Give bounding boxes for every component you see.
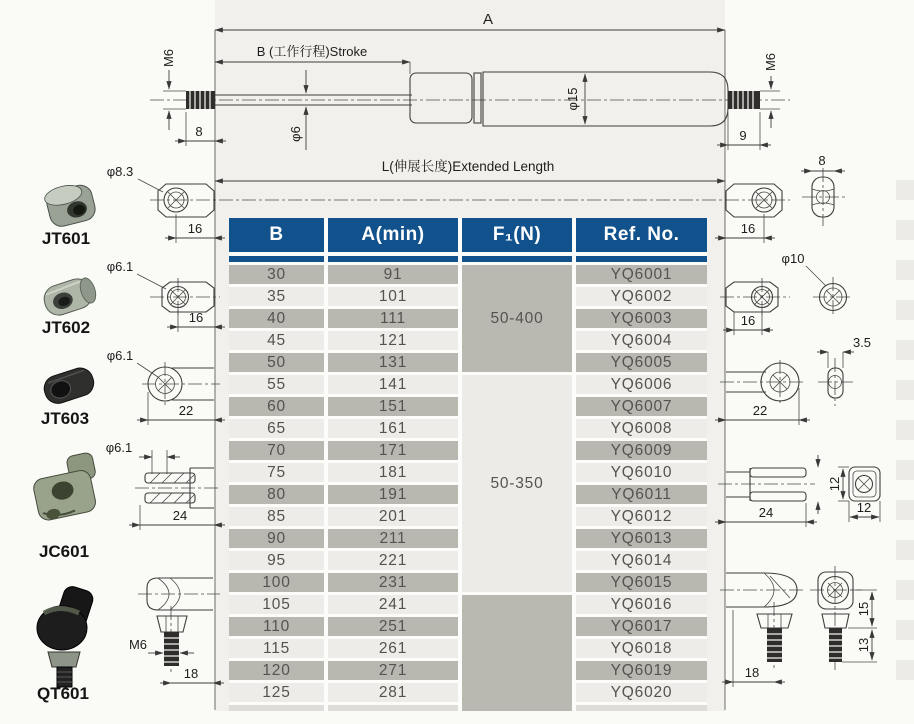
cell-b-105: 105: [229, 595, 324, 614]
spec-table: [229, 218, 707, 711]
cell-partial: [576, 705, 707, 711]
qt601-width-dim-right: 18: [744, 665, 760, 680]
qt601-right-side: [810, 566, 862, 670]
jt603-side-dim: 3.5: [852, 335, 872, 350]
jt602-diameter: φ6.1: [106, 259, 134, 274]
cell-ref-105: YQ6016: [576, 595, 707, 614]
jt602-right-views: [720, 251, 853, 335]
cell-b-40: 40: [229, 309, 324, 328]
jc601-side-height-dim: 12: [827, 476, 842, 492]
cell-amin-75: 181: [328, 463, 458, 482]
header-a-min: A(min): [328, 218, 458, 252]
right-thread-label: M6: [763, 52, 778, 72]
cell-ref-55: YQ6006: [576, 375, 707, 394]
jt603-row: [41, 348, 225, 428]
jt602-width-dim-right: 16: [740, 313, 756, 328]
right-thread-stud: [728, 91, 760, 109]
qt601-photo: [37, 584, 95, 687]
force-range-group-1: 50-400: [462, 265, 572, 372]
cell-ref-65: YQ6008: [576, 419, 707, 438]
jt603-label: JT603: [40, 409, 90, 428]
jt602-side-diameter: φ10: [781, 251, 805, 266]
extended-length-label: L(伸展长度)Extended Length: [381, 159, 555, 174]
header-ref-no: Ref. No.: [576, 218, 707, 252]
cell-b-85: 85: [229, 507, 324, 526]
cell-amin-115: 261: [328, 639, 458, 658]
cell-ref-60: YQ6007: [576, 397, 707, 416]
jc601-right-views: [715, 455, 880, 527]
cell-b-30: 30: [229, 265, 324, 284]
jc601-width-dim: 24: [172, 508, 188, 523]
strip-segment: [576, 256, 707, 262]
cell-amin-40: 111: [328, 309, 458, 328]
cell-ref-50: YQ6005: [576, 353, 707, 372]
cell-b-115: 115: [229, 639, 324, 658]
cell-ref-90: YQ6013: [576, 529, 707, 548]
cell-amin-90: 211: [328, 529, 458, 548]
jt603-photo: [41, 365, 97, 407]
left-thread-length: 8: [195, 124, 203, 139]
jc601-label: JC601: [38, 542, 90, 561]
jt601-width-dim-right: 16: [740, 221, 756, 236]
cell-amin-50: 131: [328, 353, 458, 372]
cell-ref-75: YQ6010: [576, 463, 707, 482]
cell-ref-125: YQ6020: [576, 683, 707, 702]
header-underline-strip: [229, 256, 707, 262]
cell-b-45: 45: [229, 331, 324, 350]
cell-ref-35: YQ6002: [576, 287, 707, 306]
jc601-width-dim-right: 24: [758, 505, 774, 520]
jc601-row: [29, 440, 225, 561]
right-thread-length: 9: [739, 128, 747, 143]
strip-segment: [328, 256, 458, 262]
cell-ref-115: YQ6018: [576, 639, 707, 658]
cell-b-50: 50: [229, 353, 324, 372]
qt601-right-views: [720, 566, 877, 687]
jt601-label: JT601: [41, 229, 91, 248]
jt603-right-views: [715, 335, 871, 425]
qt601-row: [37, 578, 224, 703]
force-range-group-2: 50-350: [462, 375, 572, 592]
cell-ref-40: YQ6003: [576, 309, 707, 328]
cell-b-100: 100: [229, 573, 324, 592]
cell-b-80: 80: [229, 485, 324, 504]
cell-amin-45: 121: [328, 331, 458, 350]
left-thread-label: M6: [161, 48, 176, 68]
cell-b-95: 95: [229, 551, 324, 570]
spec-table-body: [229, 265, 707, 711]
cell-amin-120: 271: [328, 661, 458, 680]
jt602-row: [41, 259, 225, 337]
cell-b-65: 65: [229, 419, 324, 438]
jt603-width-dim-right: 22: [752, 403, 768, 418]
cell-amin-60: 151: [328, 397, 458, 416]
cell-b-120: 120: [229, 661, 324, 680]
cell-b-35: 35: [229, 287, 324, 306]
rod-diameter-label: φ6: [288, 126, 303, 142]
jt603-right-drawing: [720, 360, 806, 406]
cell-b-70: 70: [229, 441, 324, 460]
cell-ref-80: YQ6011: [576, 485, 707, 504]
cell-amin-70: 171: [328, 441, 458, 460]
qt601-drawing: [138, 578, 220, 672]
jc601-side-width-dim: 12: [856, 500, 872, 515]
cell-ref-85: YQ6012: [576, 507, 707, 526]
jc601-drawing: [135, 468, 220, 508]
cell-amin-35: 101: [328, 287, 458, 306]
cell-ref-120: YQ6019: [576, 661, 707, 680]
jc601-photo: [29, 452, 104, 522]
cell-amin-105: 241: [328, 595, 458, 614]
cell-b-55: 55: [229, 375, 324, 394]
cell-b-110: 110: [229, 617, 324, 636]
cell-b-125: 125: [229, 683, 324, 702]
cell-ref-45: YQ6004: [576, 331, 707, 350]
force-range-group-3: [462, 595, 572, 711]
qt601-side-lower-dim: 13: [856, 637, 871, 653]
cell-amin-55: 141: [328, 375, 458, 394]
cell-amin-85: 201: [328, 507, 458, 526]
strip-segment: [462, 256, 572, 262]
cell-b-75: 75: [229, 463, 324, 482]
cell-ref-95: YQ6014: [576, 551, 707, 570]
cell-ref-110: YQ6017: [576, 617, 707, 636]
qt601-label: QT601: [37, 684, 89, 703]
cell-amin-30: 91: [328, 265, 458, 284]
eyelet-side-view: [802, 168, 845, 226]
spec-table-header: [229, 218, 707, 252]
jt602-right-drawing: [720, 278, 790, 318]
left-thread-stud: [186, 91, 215, 109]
jt601-photo: [43, 180, 98, 229]
cell-ref-70: YQ6009: [576, 441, 707, 460]
cell-b-60: 60: [229, 397, 324, 416]
jt602-end-view: [813, 277, 853, 317]
jt602-drawing: [150, 278, 220, 318]
qt601-width-dim: 18: [183, 666, 199, 681]
cell-amin-95: 221: [328, 551, 458, 570]
cell-amin-65: 161: [328, 419, 458, 438]
cell-amin-125: 281: [328, 683, 458, 702]
jt603-drawing: [142, 362, 220, 408]
jt603-side-view: [818, 358, 853, 406]
jc601-end-view: [849, 467, 880, 501]
qt601-thread-label: M6: [128, 637, 148, 652]
jt602-width-dim: 16: [188, 310, 204, 325]
header-f1: F₁(N): [462, 218, 572, 252]
cell-amin-80: 191: [328, 485, 458, 504]
cell-amin-110: 251: [328, 617, 458, 636]
jt603-diameter: φ6.1: [106, 348, 134, 363]
cell-ref-100: YQ6015: [576, 573, 707, 592]
jt601-eye-diameter: φ8.3: [106, 164, 134, 179]
right-eyelet-drawing: [726, 184, 782, 217]
dim-b-label: B (工作行程)Stroke: [256, 44, 368, 59]
jt603-width-dim: 22: [178, 403, 194, 418]
dim-a-label: A: [482, 11, 494, 28]
cell-amin-100: 231: [328, 573, 458, 592]
jt602-label: JT602: [41, 318, 91, 337]
header-b: B: [229, 218, 324, 252]
jt602-photo: [41, 274, 100, 319]
jt601-width-dim: 16: [187, 221, 203, 236]
qt601-side-upper-dim: 15: [856, 601, 871, 617]
cell-b-90: 90: [229, 529, 324, 548]
cell-partial: [229, 705, 324, 711]
cell-ref-30: YQ6001: [576, 265, 707, 284]
strip-segment: [229, 256, 324, 262]
cell-partial: [328, 705, 458, 711]
jt601-side-dim: 8: [818, 153, 826, 168]
left-eyelet-drawing: [158, 184, 214, 217]
jc601-diameter: φ6.1: [105, 440, 133, 455]
tube-diameter-label: φ15: [565, 87, 580, 111]
scan-edge-artifact: [896, 180, 914, 680]
